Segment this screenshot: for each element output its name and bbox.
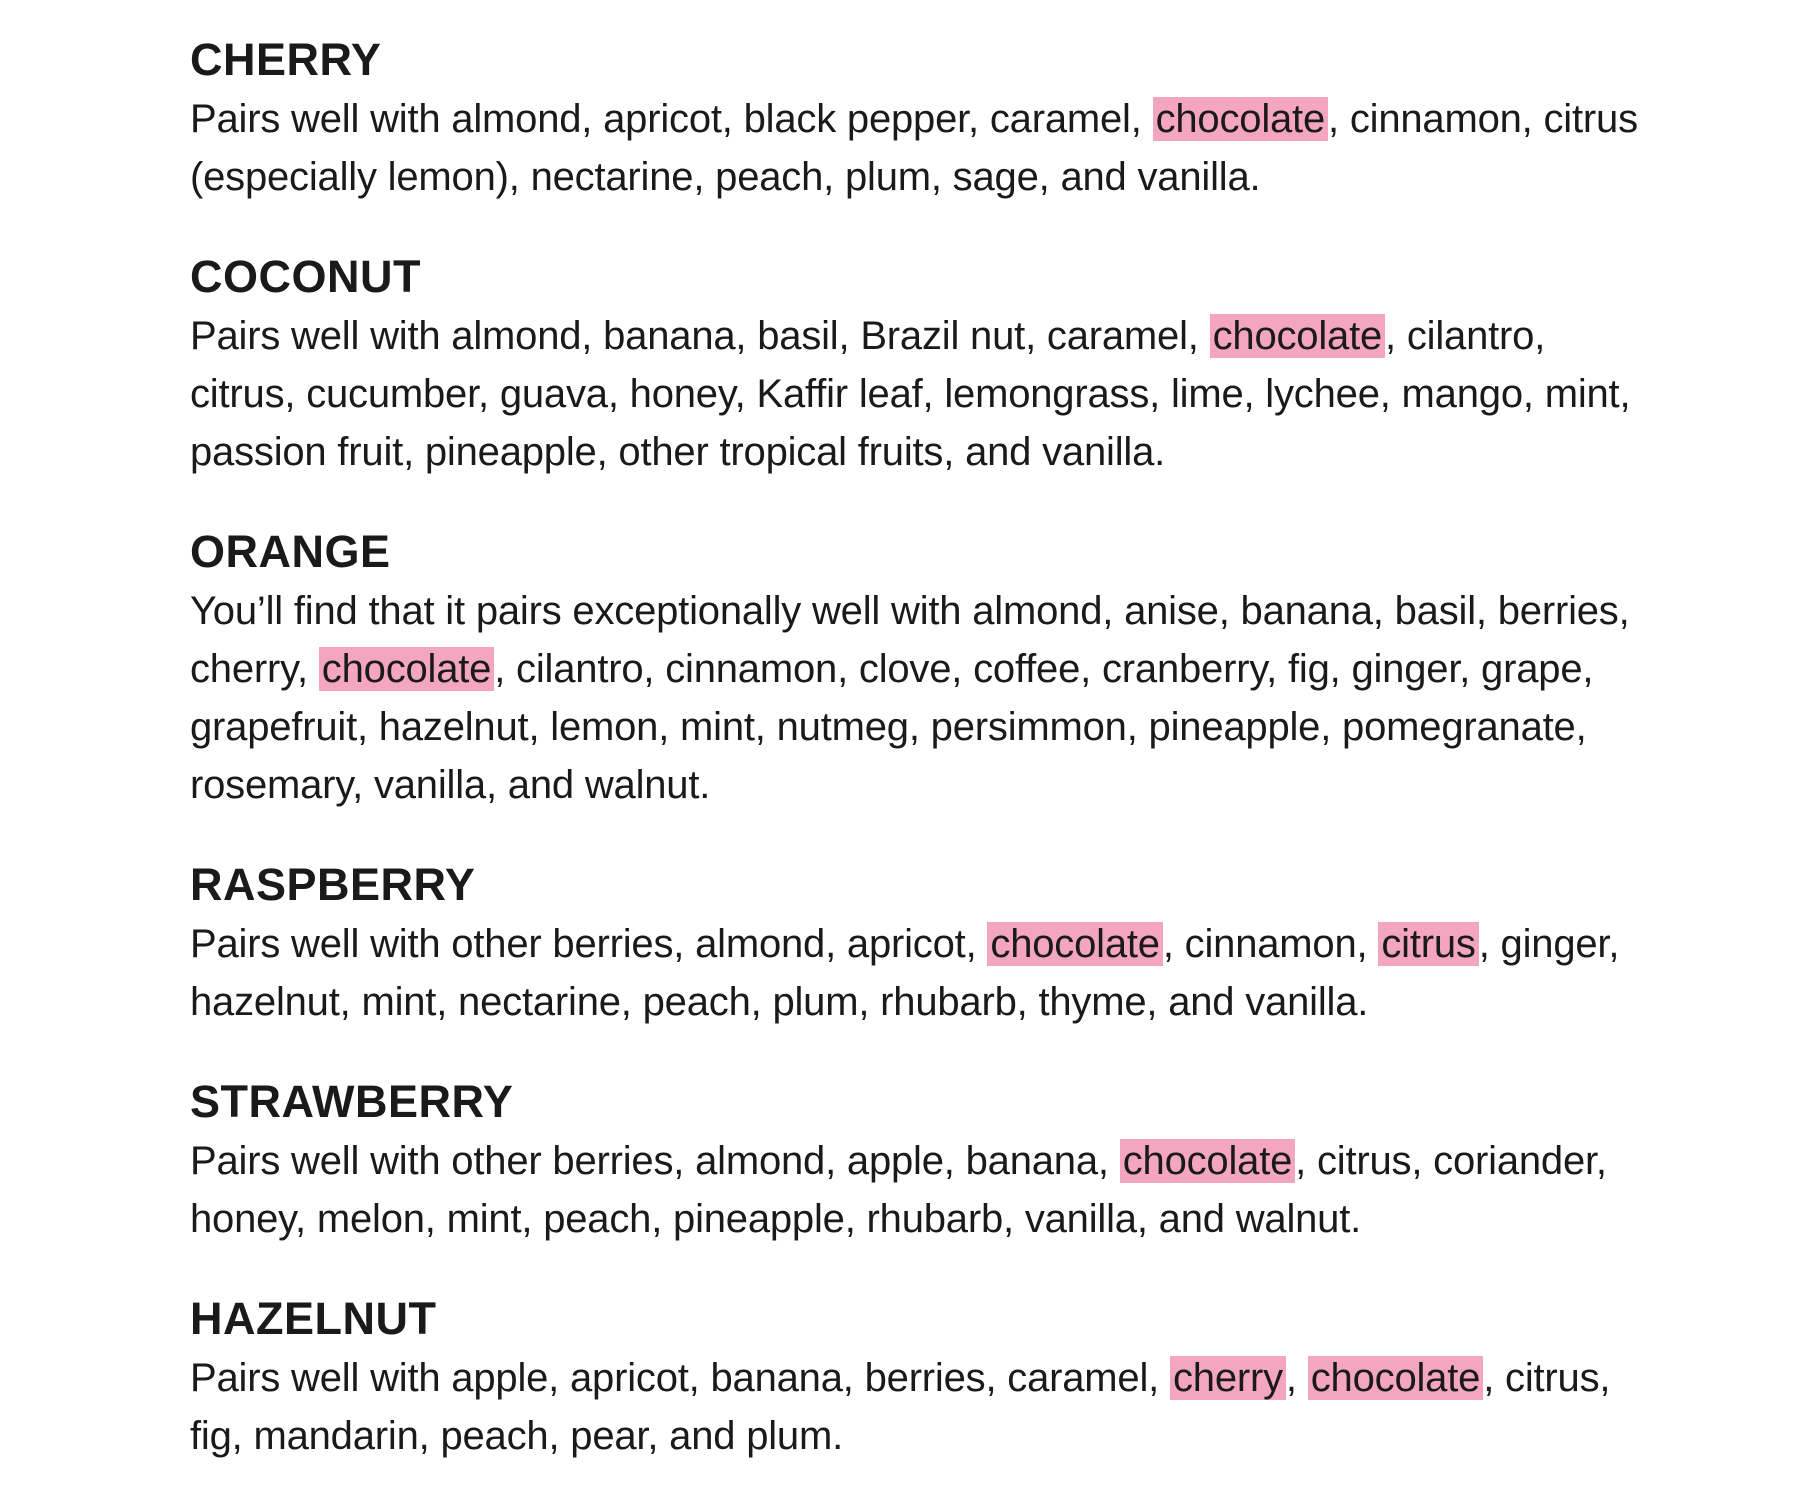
entry-title: HAZELNUT xyxy=(190,1293,437,1344)
body-text: , cinnamon, xyxy=(1162,922,1379,966)
entry-coconut xyxy=(190,247,1650,481)
body-text: Pairs well with almond, apricot, black pepper, caramel, xyxy=(190,97,1153,141)
body-text: , cinnamon, citrus (especially lemon), nectarine, peach, plum, sage, and vanilla. xyxy=(190,97,1638,199)
pairings-document xyxy=(190,30,1650,1506)
body-text: , citrus, fig, mandarin, peach, pear, and plum. xyxy=(190,1356,1611,1458)
body-text: , xyxy=(1285,1356,1308,1400)
entry-description xyxy=(190,582,1650,814)
entry-cherry xyxy=(190,30,1650,206)
entry-hazelnut xyxy=(190,1289,1650,1465)
highlighted-term: chocolate xyxy=(987,922,1162,966)
highlighted-term: chocolate xyxy=(319,647,494,691)
body-text: Pairs well with apple, apricot, banana, berries, caramel, xyxy=(190,1356,1170,1400)
body-text: Pairs well with other berries, almond, apple, banana, xyxy=(190,1139,1120,1183)
body-text: , citrus, coriander, honey, melon, mint, peach, pineapple, rhubarb, vanilla, and walnut. xyxy=(190,1139,1607,1241)
entry-description xyxy=(190,90,1650,206)
entry-raspberry xyxy=(190,855,1650,1031)
body-text: , ginger, hazelnut, mint, nectarine, peach, plum, rhubarb, thyme, and vanilla. xyxy=(190,922,1620,1024)
entry-description xyxy=(190,307,1650,481)
entry-title: COCONUT xyxy=(190,251,421,302)
highlighted-term: chocolate xyxy=(1308,1356,1483,1400)
body-text: Pairs well with almond, banana, basil, Brazil nut, caramel, xyxy=(190,314,1210,358)
entry-title: STRAWBERRY xyxy=(190,1076,514,1127)
entry-title: RASPBERRY xyxy=(190,859,476,910)
entry-description xyxy=(190,915,1650,1031)
body-text: You’ll find that it pairs exceptionally well with almond, anise, banana, basil, berries, cherry, xyxy=(190,589,1630,691)
highlighted-term: cherry xyxy=(1170,1356,1286,1400)
entry-orange xyxy=(190,522,1650,814)
highlighted-term: chocolate xyxy=(1210,314,1385,358)
entry-strawberry xyxy=(190,1072,1650,1248)
body-text: , cilantro, cinnamon, clove, coffee, cranberry, fig, ginger, grape, grapefruit, hazelnut, lemon, mint, nutmeg, persimmon, pineapple, pomegranate, rosemary, vanilla, and walnut. xyxy=(190,647,1594,807)
highlighted-term: citrus xyxy=(1378,922,1478,966)
highlighted-term: chocolate xyxy=(1120,1139,1295,1183)
body-text: , cilantro, citrus, cucumber, guava, honey, Kaffir leaf, lemongrass, lime, lychee, mango, mint, passion fruit, pineapple, other tropical fruits, and vanilla. xyxy=(190,314,1631,474)
highlighted-term: chocolate xyxy=(1153,97,1328,141)
body-text: Pairs well with other berries, almond, apricot, xyxy=(190,922,988,966)
entry-title: ORANGE xyxy=(190,526,391,577)
entry-description xyxy=(190,1132,1650,1248)
entry-description xyxy=(190,1349,1650,1465)
entry-title: CHERRY xyxy=(190,34,382,85)
